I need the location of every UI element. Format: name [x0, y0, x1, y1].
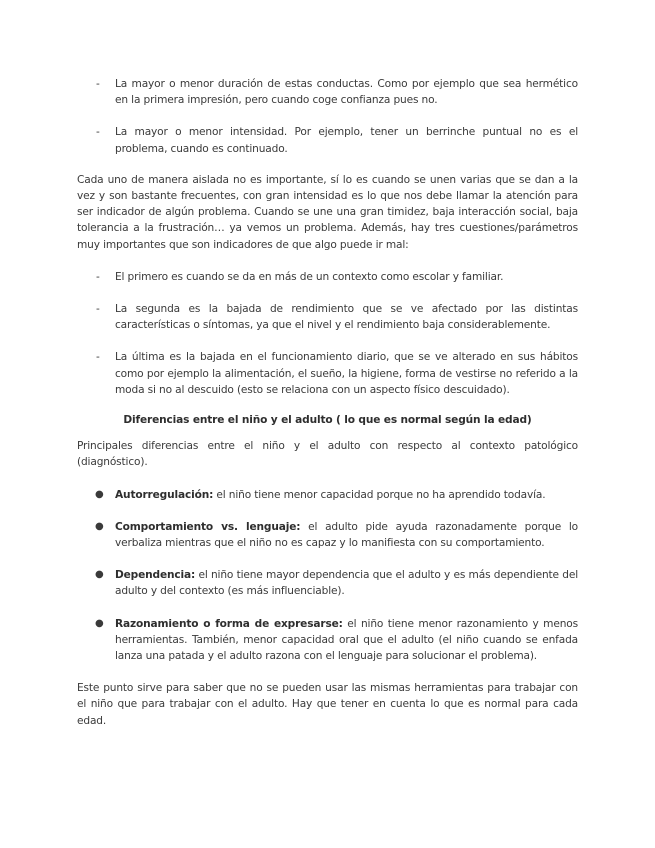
bullet-text: el niño tiene menor razonamiento y menos herramientas. También, menor capacidad oral que el adulto (el niño cuando se enfada lanza una patada y el adulto razona con el lenguaje para solucionar el problema).	[115, 617, 578, 663]
bullet-text: el adulto pide ayuda razonadamente porque lo verbaliza mientras que el niño no es capaz y lo manifiesta con su comportamiento.	[115, 520, 578, 550]
indicators-list	[77, 269, 578, 398]
dash-marker: -	[96, 351, 100, 364]
list-item	[77, 349, 578, 398]
dash-marker: -	[96, 78, 100, 90]
list-item-text: La última es la bajada en el funcionamiento diario, que se ve alterado en sus hábitos como por ejemplo la alimentación, el sueño, la higiene, forma de vestirse no referido a la moda si no al descuido (esto se relaciona con un aspecto físico descuidado).	[115, 351, 578, 396]
list-item	[77, 124, 578, 156]
differences-list	[77, 487, 578, 665]
bullet-term: Razonamiento o forma de expresarse:	[115, 617, 343, 630]
paragraph: Principales diferencias entre el niño y el adulto con respecto al contexto patológico (diagnóstico).	[77, 440, 578, 469]
bullet-term: Dependencia:	[115, 569, 196, 582]
list-item	[77, 487, 578, 503]
bullet-marker: ●	[95, 617, 104, 629]
paragraph: Cada uno de manera aislada no es importante, sí lo es cuando se unen varias que se dan a la vez y son bastante frecuentes, con gran intensidad es lo que nos debe llamar la atención para ser indicador de algún problema. Cuando se une una gran timidez, baja interacción social, baja tolerancia a la frustración… ya vemos un problema. Además, hay tres cuestiones/parámetros muy importantes que son indicadores de que algo puede ir mal:	[77, 173, 578, 251]
list-item	[77, 269, 578, 285]
bullet-text: el niño tiene mayor dependencia que el adulto y es más dependiente del adulto y del contexto (es más influenciable).	[115, 569, 578, 598]
bullet-term: Autorregulación:	[115, 488, 214, 501]
bullet-text: el niño tiene menor capacidad porque no ha aprendido todavía.	[213, 488, 546, 501]
list-item-text: La mayor o menor duración de estas conductas. Como por ejemplo que sea hermético en la primera impresión, pero cuando coge confianza pues no.	[115, 78, 578, 107]
bullet-marker: ●	[95, 488, 104, 500]
paragraph: Este punto sirve para saber que no se pueden usar las mismas herramientas para trabajar con el niño que para trabajar con el adulto. Hay que tener en cuenta lo que es normal para cada edad.	[77, 682, 578, 727]
dash-marker: -	[96, 126, 100, 139]
list-item-text: La mayor o menor intensidad. Por ejemplo, tener un berrinche puntual no es el problema, cuando es continuado.	[115, 126, 578, 155]
bullet-term: Comportamiento vs. lenguaje:	[115, 520, 301, 533]
list-item	[77, 616, 578, 665]
list-item	[77, 76, 578, 108]
section-heading: Diferencias entre el niño y el adulto ( lo que es normal según la edad)	[123, 414, 532, 427]
list-item	[77, 301, 578, 333]
conduct-factors-list	[77, 76, 578, 157]
list-item-text: La segunda es la bajada de rendimiento que se ve afectado por las distintas características o síntomas, ya que el nivel y el rendimiento baja considerablemente.	[115, 303, 578, 332]
bullet-marker: ●	[95, 569, 104, 581]
dash-marker: -	[96, 303, 100, 316]
bullet-marker: ●	[95, 520, 104, 532]
list-item	[77, 519, 578, 551]
list-item-text: El primero es cuando se da en más de un contexto como escolar y familiar.	[115, 270, 504, 283]
dash-marker: -	[96, 270, 100, 283]
list-item	[77, 567, 578, 599]
